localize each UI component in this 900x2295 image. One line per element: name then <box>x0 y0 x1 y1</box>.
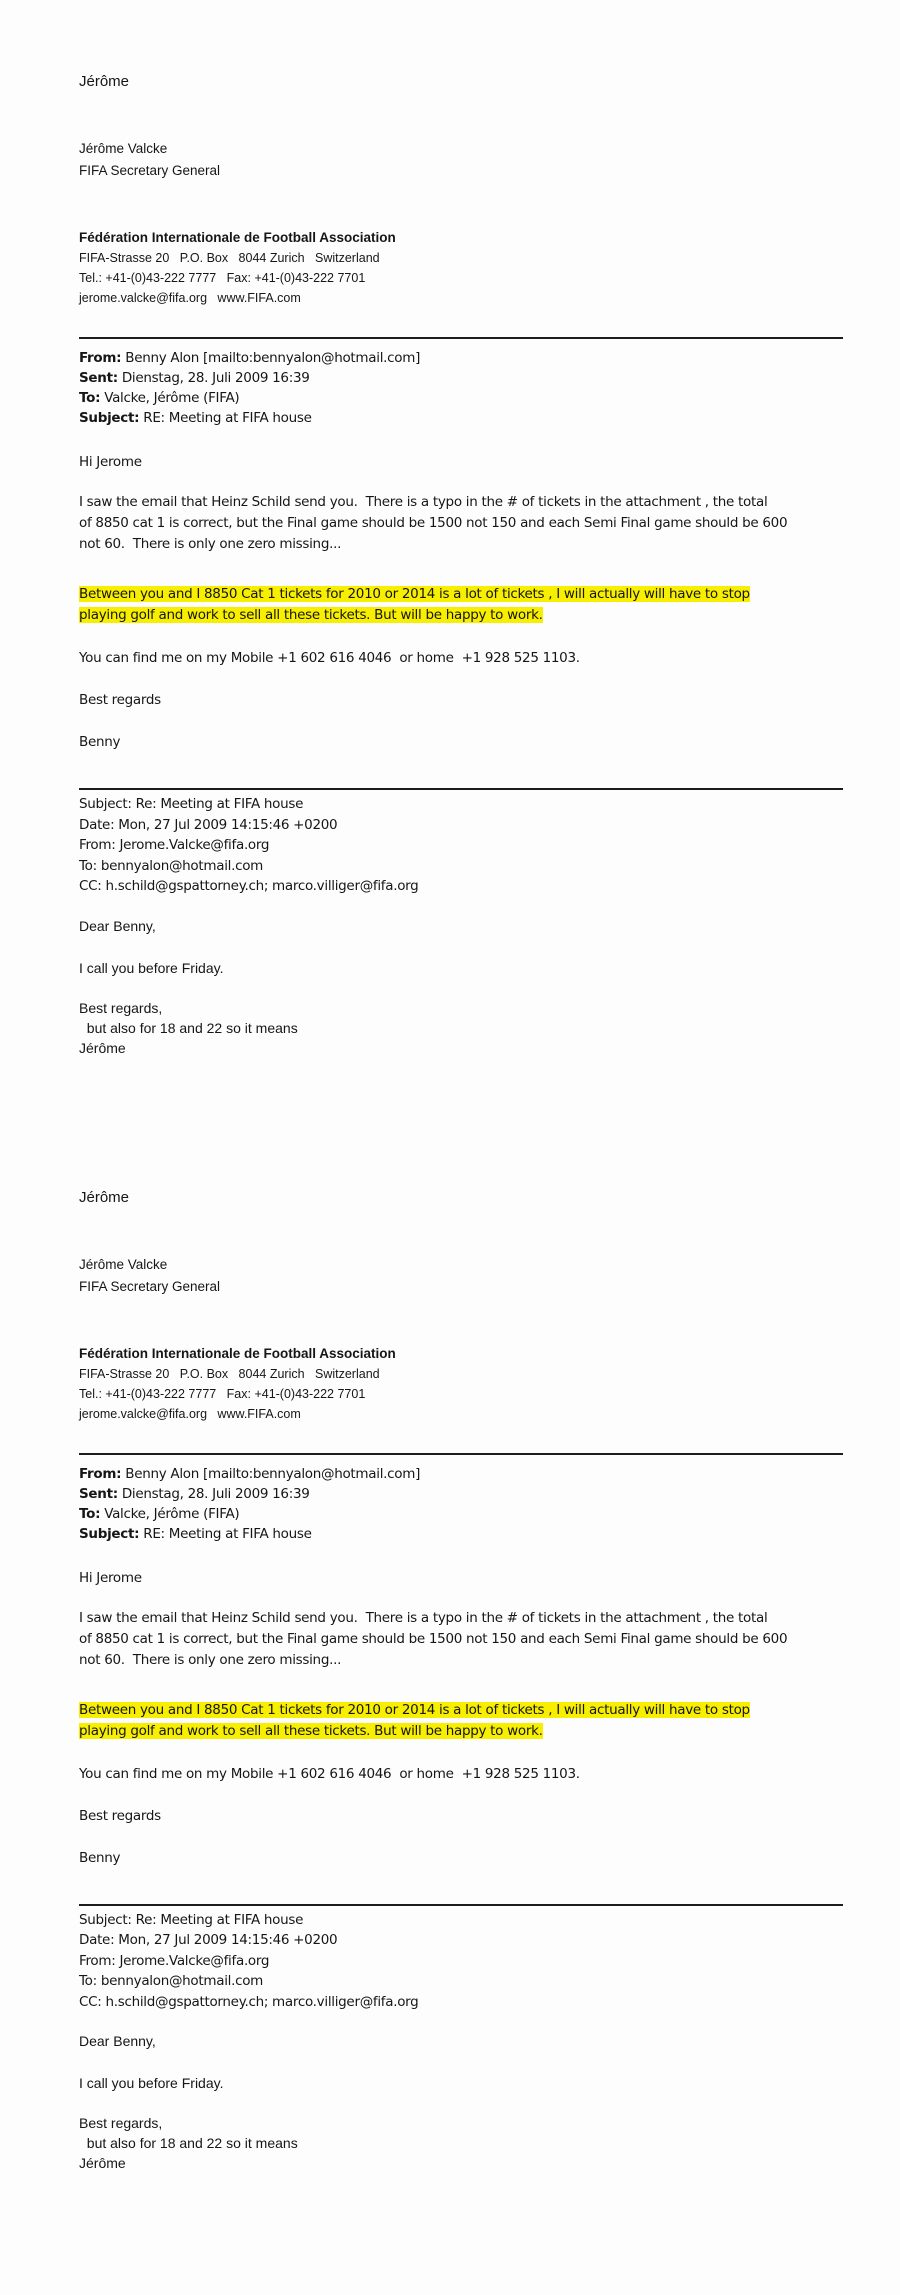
to-label: To: <box>79 1505 101 1522</box>
paragraph-line: I saw the email that Heinz Schild send you. There is a typo in the # of tickets in the attachment , the total <box>79 1609 768 1626</box>
email-header-block <box>79 348 843 428</box>
salutation-name: Jérôme <box>79 1188 130 1206</box>
quoted-cc: CC: h.schild@gspattorney.ch; marco.villiger@fifa.org <box>79 878 419 894</box>
quoted-to: To: bennyalon@hotmail.com <box>79 1973 264 1989</box>
divider-rule <box>79 1453 843 1455</box>
header-to <box>79 1504 843 1524</box>
header-from <box>79 1464 843 1484</box>
to-value: Valcke, Jérôme (FIFA) <box>100 390 240 406</box>
body-closing: Best regards <box>79 692 161 708</box>
sender-title: FIFA Secretary General <box>79 1278 221 1294</box>
to-label: To: <box>79 390 101 406</box>
body-signature: Benny <box>79 1849 121 1866</box>
quoted-closing-note: but also for 18 and 22 so it means <box>79 2135 298 2151</box>
sent-label: Sent: <box>79 370 118 386</box>
header-sent <box>79 1484 843 1504</box>
quoted-to: To: bennyalon@hotmail.com <box>79 857 264 874</box>
header-subject <box>79 408 843 428</box>
subject-label: Subject: <box>79 410 140 426</box>
body-signature: Benny <box>79 734 121 750</box>
body-greeting: Hi Jerome <box>79 454 142 470</box>
from-value: Benny Alon [mailto:bennyalon@hotmail.com] <box>121 350 421 366</box>
highlighted-line: playing golf and work to sell all these tickets. But will be happy to work. <box>79 607 543 623</box>
quoted-greeting: Dear Benny, <box>79 2033 156 2049</box>
paragraph-line: not 60. There is only one zero missing... <box>79 536 342 552</box>
quoted-date: Date: Mon, 27 Jul 2009 14:15:46 +0200 <box>79 816 338 833</box>
to-value: Valcke, Jérôme (FIFA) <box>100 1505 240 1522</box>
quoted-signature: Jérôme <box>79 2155 126 2171</box>
body-paragraph <box>79 1608 843 1671</box>
quoted-closing: Best regards, <box>79 2115 163 2131</box>
subject-value: RE: Meeting at FIFA house <box>139 1525 312 1542</box>
org-email-web: jerome.valcke@fifa.org www.FIFA.com <box>79 1406 301 1421</box>
header-from <box>79 348 843 368</box>
quoted-header-block <box>79 794 843 897</box>
org-address: FIFA-Strasse 20 P.O. Box 8044 Zurich Switzerland <box>79 1366 380 1381</box>
org-name: Fédération Internationale de Football Association <box>79 230 396 245</box>
email-copy-1 <box>79 72 843 1058</box>
highlighted-paragraph <box>79 1698 843 1744</box>
highlighted-line: Between you and I 8850 Cat 1 tickets for 2010 or 2014 is a lot of tickets , I will actually will have to stop <box>79 1701 750 1718</box>
sender-name: Jérôme Valcke <box>79 141 168 156</box>
quoted-cc: CC: h.schild@gspattorney.ch; marco.villiger@fifa.org <box>79 1993 419 2010</box>
quoted-from: From: Jerome.Valcke@fifa.org <box>79 1952 270 1969</box>
subject-value: RE: Meeting at FIFA house <box>139 410 312 426</box>
org-name: Fédération Internationale de Football Association <box>79 1345 396 1361</box>
from-value: Benny Alon [mailto:bennyalon@hotmail.com] <box>121 1465 421 1482</box>
org-address: FIFA-Strasse 20 P.O. Box 8044 Zurich Switzerland <box>79 251 380 265</box>
quoted-signature: Jérôme <box>79 1039 126 1056</box>
paragraph-line: of 8850 cat 1 is correct, but the Final game should be 1500 not 150 and each Semi Final game should be 600 <box>79 1630 788 1647</box>
header-sent <box>79 368 843 388</box>
divider-rule <box>79 337 843 339</box>
quoted-subject: Subject: Re: Meeting at FIFA house <box>79 796 304 812</box>
header-subject <box>79 1524 843 1544</box>
quoted-body: I call you before Friday. <box>79 959 224 976</box>
paragraph-line: I saw the email that Heinz Schild send you. There is a typo in the # of tickets in the attachment , the total <box>79 494 768 510</box>
org-phone-fax: Tel.: +41-(0)43-222 7777 Fax: +41-(0)43-222 7701 <box>79 1386 366 1401</box>
highlighted-line: Between you and I 8850 Cat 1 tickets for 2010 or 2014 is a lot of tickets , I will actually will have to stop <box>79 586 750 602</box>
contact-line: You can find me on my Mobile +1 602 616 4046 or home +1 928 525 1103. <box>79 1765 580 1782</box>
sender-name: Jérôme Valcke <box>79 1256 168 1272</box>
salutation-name: Jérôme <box>79 73 130 90</box>
highlighted-paragraph <box>79 582 843 628</box>
body-greeting: Hi Jerome <box>79 1569 142 1586</box>
subject-label: Subject: <box>79 1525 140 1542</box>
quoted-greeting: Dear Benny, <box>79 917 156 934</box>
sent-value: Dienstag, 28. Juli 2009 16:39 <box>117 370 310 386</box>
sender-title: FIFA Secretary General <box>79 163 221 178</box>
org-phone-fax: Tel.: +41-(0)43-222 7777 Fax: +41-(0)43-222 7701 <box>79 271 366 285</box>
quoted-subject: Subject: Re: Meeting at FIFA house <box>79 1911 304 1928</box>
email-copy-2 <box>79 1188 843 2174</box>
divider-rule <box>79 788 843 790</box>
quoted-closing: Best regards, <box>79 999 163 1016</box>
contact-line: You can find me on my Mobile +1 602 616 4046 or home +1 928 525 1103. <box>79 650 580 666</box>
paragraph-line: of 8850 cat 1 is correct, but the Final game should be 1500 not 150 and each Semi Final game should be 600 <box>79 515 788 531</box>
quoted-from: From: Jerome.Valcke@fifa.org <box>79 837 270 853</box>
quoted-closing-block <box>79 998 843 1058</box>
quoted-body: I call you before Friday. <box>79 2075 224 2091</box>
sent-value: Dienstag, 28. Juli 2009 16:39 <box>117 1485 310 1502</box>
paragraph-line: not 60. There is only one zero missing... <box>79 1651 342 1668</box>
quoted-closing-note: but also for 18 and 22 so it means <box>79 1019 298 1036</box>
body-paragraph <box>79 492 843 555</box>
divider-rule <box>79 1904 843 1906</box>
quoted-closing-block <box>79 2113 843 2173</box>
sent-label: Sent: <box>79 1485 118 1502</box>
from-label: From: <box>79 350 122 366</box>
from-label: From: <box>79 1465 122 1482</box>
body-closing: Best regards <box>79 1807 161 1824</box>
org-email-web: jerome.valcke@fifa.org www.FIFA.com <box>79 291 301 305</box>
quoted-header-block <box>79 1910 843 2013</box>
header-to <box>79 388 843 408</box>
highlighted-line: playing golf and work to sell all these tickets. But will be happy to work. <box>79 1722 543 1739</box>
quoted-date: Date: Mon, 27 Jul 2009 14:15:46 +0200 <box>79 1932 338 1948</box>
email-header-block <box>79 1464 843 1544</box>
